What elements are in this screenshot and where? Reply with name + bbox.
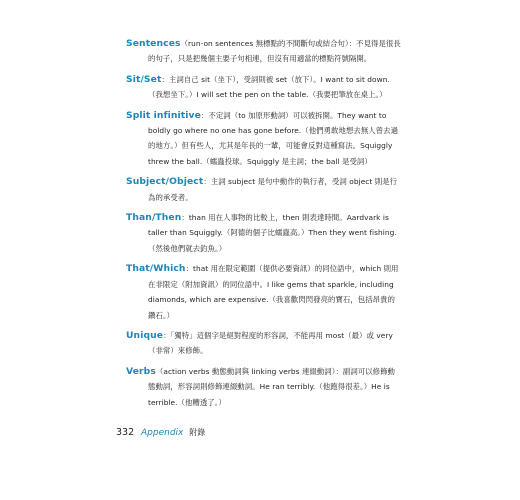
entry-sentences — [126, 36, 402, 67]
section-label: Appendix — [141, 428, 184, 438]
entry-definition: （action verbs 動態動詞與 linking verbs 連綴動詞）：副詞可以修飾動態動詞，形容詞則修飾連綴動詞。He ran terribly.（他跑得很差。）He is terrible.（他糟透了。） — [148, 366, 395, 407]
entry-term: Sentences — [126, 38, 181, 49]
entry-definition: ：that 用在限定範圍（提供必要資訊）的同位語中，which 則用在非限定（附加資訊）的同位語中。I like gems that sparkle, including diamonds, which are expensive.（我喜歡閃閃發亮的寶石，包括昂貴的鑽石。） — [148, 264, 399, 320]
glossary-entries — [126, 36, 402, 415]
entry-term: That/Which — [126, 263, 186, 275]
entry-unique — [126, 328, 402, 359]
entry-that-which — [126, 261, 402, 323]
entry-definition: （run-on sentences 無標點的不間斷句或結合句）：不見得是很長的句子，只是把幾個主要子句相連，但沒有用適當的標點符號隔開。 — [148, 39, 401, 64]
page-number: 332 — [116, 427, 135, 438]
page-footer — [116, 427, 205, 439]
entry-term: Subject/Object — [126, 176, 204, 188]
entry-than-then — [126, 210, 402, 256]
entry-subject-object — [126, 174, 402, 205]
entry-term: Unique — [126, 329, 164, 341]
entry-definition: ：主詞 subject 是句中動作的執行者，受詞 object 則是行為的承受者。 — [148, 177, 398, 202]
entry-sit-set — [126, 72, 402, 103]
entry-term: Verbs — [126, 365, 156, 377]
entry-definition: ：主詞自己 sit（坐下），受詞則被 set（放下）。I want to sit down.（我想坐下。）I will set the pen on the table.（我要把筆放在桌上。） — [148, 74, 390, 100]
entry-definition: ：than 用在人事物的比較上，then 則表達時間。Aardvark is taller than Squiggly.（阿德的個子比蠕蟲高。）Then they went fishing.（然後他們就去釣魚。） — [148, 213, 397, 253]
entry-verbs — [126, 364, 402, 410]
entry-term: Sit/Set — [126, 73, 162, 85]
entry-definition: ：「獨特」這個字是絕對程度的形容詞，不能再用 most（最）或 very（非常）來修飾。 — [148, 330, 393, 356]
entry-definition: ：不定詞（to 加原形動詞）可以被拆開。They want to boldly go where no one has gone before.（他們勇敢地想去無人曾去過的地方。）但有些人，尤其是年長的一輩，可能會反對這種寫法。Squiggly threw the ball.（蠕蟲投球。Squiggly 是主詞；the ball 是受詞） — [148, 110, 399, 166]
entry-term: Than/Then — [126, 212, 182, 224]
entry-term: Split infinitive — [126, 109, 201, 121]
section-label-cn: 附錄 — [189, 428, 206, 437]
entry-split-infinitive — [126, 108, 402, 170]
